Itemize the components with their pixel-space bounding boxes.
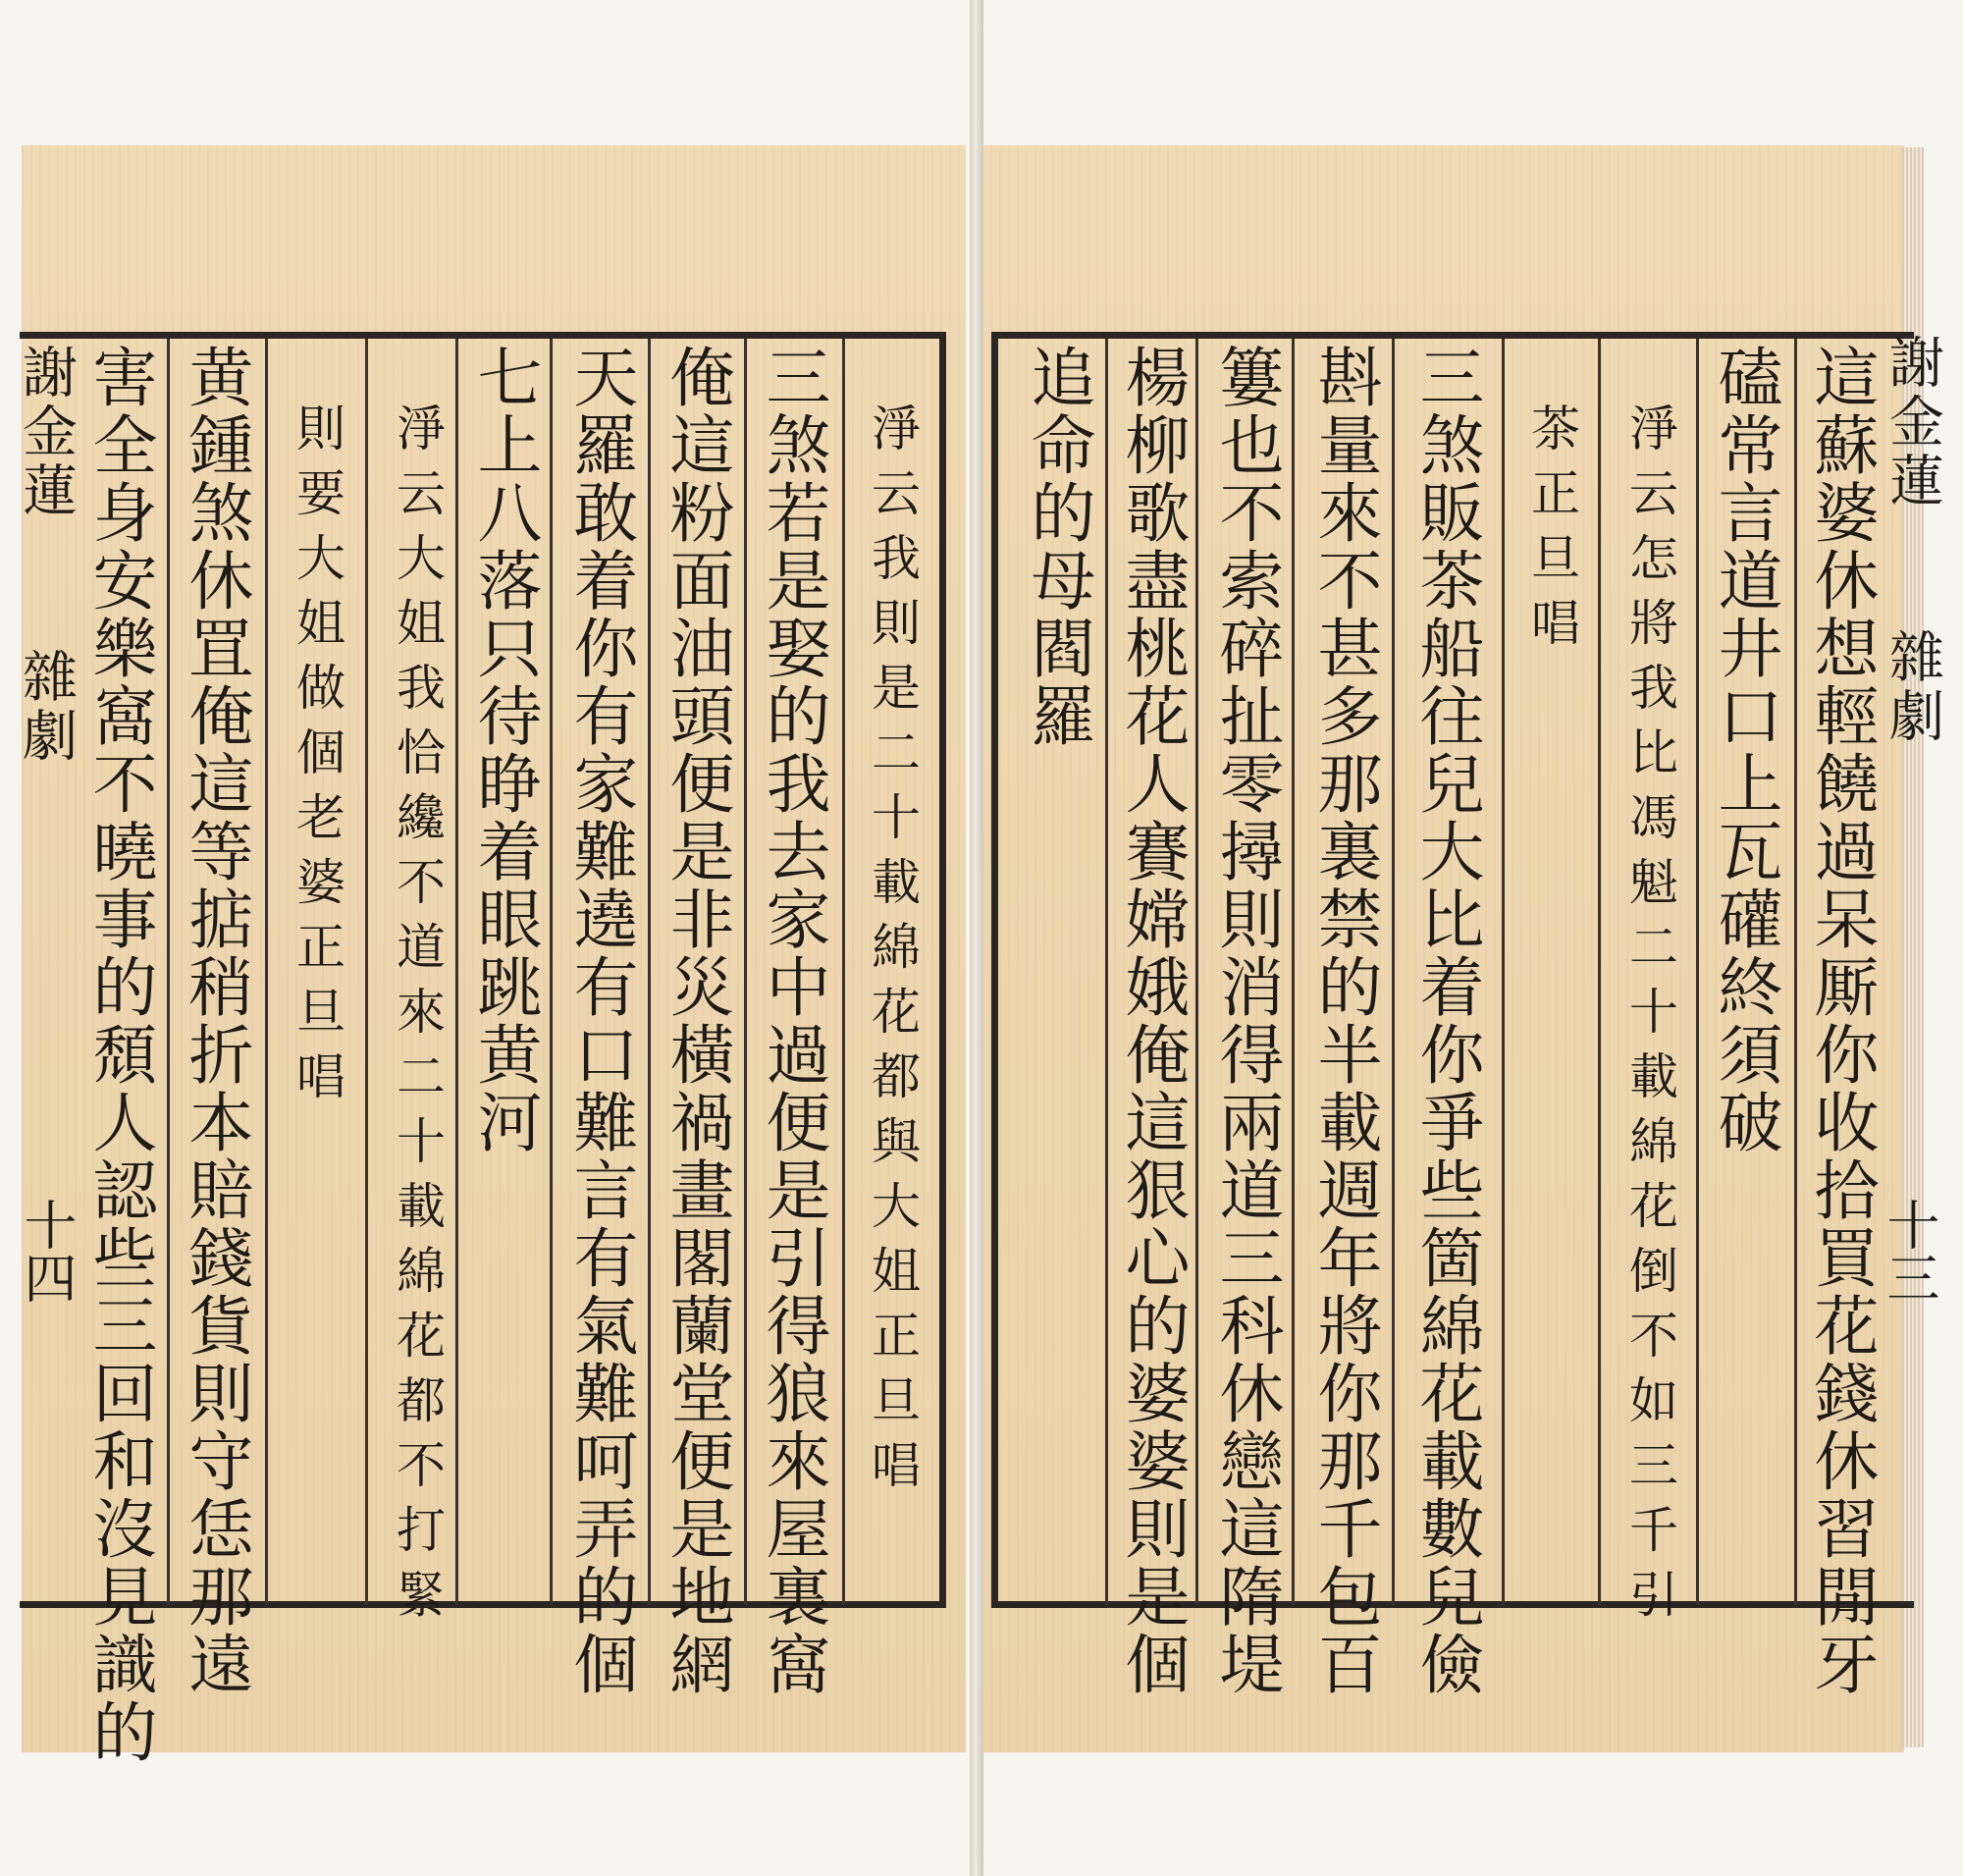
column-rule bbox=[1696, 339, 1699, 1605]
column-rule bbox=[648, 339, 651, 1605]
column-rule bbox=[455, 339, 458, 1605]
left-col-1: 淨云我則是二十載綿花都與大姐正旦唱 bbox=[864, 402, 921, 1504]
left-col-4: 天羅敢着你有家難遶有口難言有氣難呵弄的個 bbox=[562, 344, 638, 1698]
column-rule bbox=[265, 339, 268, 1605]
right-margin-subtitle: 雜劇 bbox=[1881, 628, 1944, 746]
column-rule bbox=[1105, 339, 1108, 1605]
right-col-5: 三煞販茶船往兒大比着你爭些箇綿花載數兒儉 bbox=[1408, 344, 1484, 1698]
left-col-5: 七上八落只待睁着眼跳黄河 bbox=[466, 344, 542, 1156]
right-col-1: 這蘇婆休想輕饒過呆厮你收拾買花錢休習閒牙 bbox=[1803, 344, 1879, 1698]
column-rule bbox=[1195, 339, 1198, 1605]
column-rule bbox=[167, 339, 170, 1605]
left-margin-subtitle: 雜劇 bbox=[14, 648, 78, 766]
right-col-2: 磕常言道井口上瓦礶終須破 bbox=[1707, 344, 1782, 1156]
column-rule bbox=[1598, 339, 1601, 1605]
right-col-9: 追命的母閻羅 bbox=[1020, 344, 1095, 750]
left-col-6: 淨云大姐我恰纔不道來二十載綿花都不打緊 bbox=[389, 402, 446, 1634]
right-page-number: 十三 bbox=[1879, 1198, 1940, 1304]
column-rule bbox=[1292, 339, 1295, 1605]
left-col-7: 則要大姐做個老婆正旦唱 bbox=[289, 402, 345, 1115]
right-col-6: 斟量來不甚多那裏禁的半載週年將你那千包百 bbox=[1306, 344, 1382, 1698]
column-rule bbox=[1794, 339, 1797, 1605]
column-rule bbox=[365, 339, 368, 1605]
left-col-9: 害全身安樂窩不曉事的頹人認些三回和沒見識的 bbox=[81, 344, 157, 1766]
left-col-2: 三煞若是娶的我去家中過便是引得狼來屋裏窩 bbox=[755, 344, 830, 1698]
right-col-3: 淨云怎將我比馮魁二十載綿花倒不如三千引 bbox=[1621, 402, 1678, 1634]
column-rule bbox=[842, 339, 845, 1605]
column-rule bbox=[550, 339, 553, 1605]
left-page-number: 十四 bbox=[16, 1198, 78, 1304]
left-margin-title: 謝金蓮 bbox=[14, 344, 78, 520]
column-rule bbox=[1392, 339, 1395, 1605]
right-col-8: 楊柳歌盡桃花人賽嫦娥俺這狠心的婆婆則是個 bbox=[1114, 344, 1190, 1698]
left-col-8: 黄鍾煞休罝俺這等掂稍折本賠錢貨則守恁那遠 bbox=[178, 344, 253, 1698]
right-col-4: 茶正旦唱 bbox=[1523, 402, 1580, 662]
column-rule bbox=[1502, 339, 1505, 1605]
left-col-3: 俺這粉面油頭便是非災橫禍畫閣蘭堂便是地網 bbox=[659, 344, 734, 1698]
right-col-7: 簍也不索碎扯零撏則消得兩道三科休戀這隋堤 bbox=[1208, 344, 1284, 1698]
column-rule bbox=[744, 339, 747, 1605]
right-margin-title: 謝金蓮 bbox=[1881, 334, 1944, 510]
book-gutter bbox=[970, 0, 983, 1876]
